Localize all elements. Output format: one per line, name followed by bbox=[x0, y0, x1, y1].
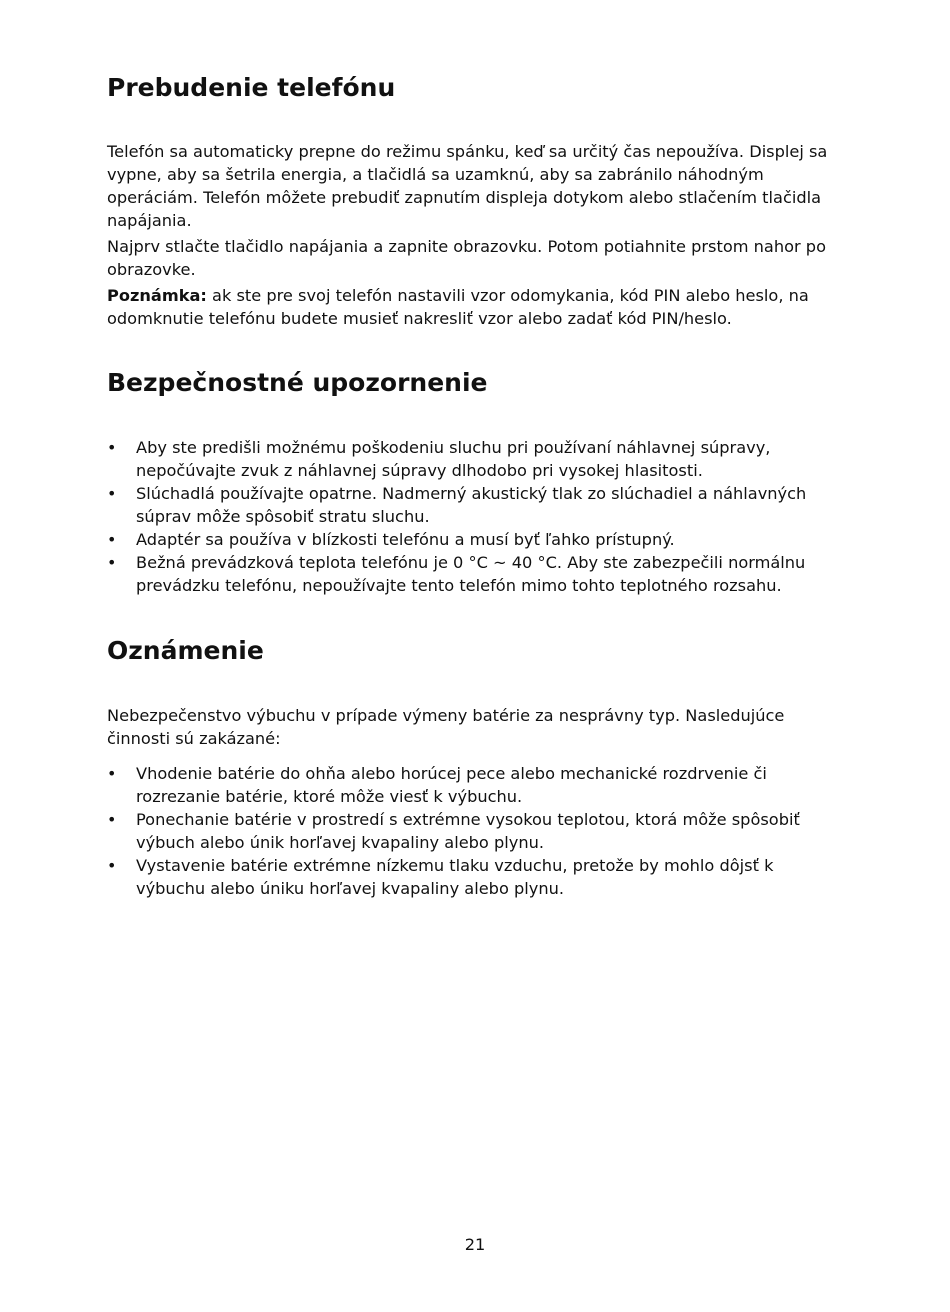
paragraph-note bbox=[107, 284, 832, 330]
list-item bbox=[107, 436, 832, 482]
note-text: ak ste pre svoj telefón nastavili vzor odomykania, kód PIN alebo heslo, na odomknutie telefónu budete musieť nakresliť vzor alebo zadať kód PIN/heslo. bbox=[107, 286, 809, 328]
bullet-icon: • bbox=[107, 530, 117, 549]
list-item bbox=[107, 808, 832, 854]
paragraph-wake-instructions: Najprv stlačte tlačidlo napájania a zapnite obrazovku. Potom potiahnite prstom nahor po obrazovke. bbox=[107, 237, 826, 279]
list-item-text: Adaptér sa používa v blízkosti telefónu a musí byť ľahko prístupný. bbox=[136, 530, 675, 549]
list-item-text: Bežná prevádzková teplota telefónu je 0 °C ~ 40 °C. Aby ste zabezpečili normálnu prevádzku telefónu, nepoužívajte tento telefón mimo tohto teplotného rozsahu. bbox=[136, 553, 806, 595]
bullet-icon: • bbox=[107, 484, 117, 503]
list-item-text: Aby ste predišli možnému poškodeniu sluchu pri používaní náhlavnej súpravy, nepočúvajte zvuk z náhlavnej súpravy dlhodobo pri vysokej hlasitosti. bbox=[136, 438, 771, 480]
bullet-icon: • bbox=[107, 553, 117, 572]
bullet-icon: • bbox=[107, 764, 117, 783]
list-item-text: Vystavenie batérie extrémne nízkemu tlaku vzduchu, pretože by mohlo dôjsť k výbuchu alebo úniku horľavej kvapaliny alebo plynu. bbox=[136, 856, 774, 898]
prohibited-actions-list bbox=[107, 762, 832, 900]
list-item-text: Slúchadlá používajte opatrne. Nadmerný akustický tlak zo slúchadiel a náhlavných súprav môže spôsobiť stratu sluchu. bbox=[136, 484, 807, 526]
page-number: 21 bbox=[464, 1235, 486, 1254]
paragraph-explosion-danger: Nebezpečenstvo výbuchu v prípade výmeny batérie za nesprávny typ. Nasledujúce činnosti sú zakázané: bbox=[107, 706, 785, 748]
note-label: Poznámka: bbox=[107, 286, 207, 305]
list-item bbox=[107, 762, 832, 808]
bullet-icon: • bbox=[107, 856, 117, 875]
section-heading-notice: Oznámenie bbox=[107, 636, 264, 665]
section-heading-safety-warning: Bezpečnostné upozornenie bbox=[107, 368, 488, 397]
bullet-icon: • bbox=[107, 810, 117, 829]
bullet-icon: • bbox=[107, 438, 117, 457]
list-item bbox=[107, 551, 832, 597]
list-item-text: Vhodenie batérie do ohňa alebo horúcej pece alebo mechanické rozdrvenie či rozrezanie batérie, ktoré môže viesť k výbuchu. bbox=[136, 764, 767, 806]
section-heading-wake-phone: Prebudenie telefónu bbox=[107, 73, 396, 102]
paragraph-sleep-mode: Telefón sa automaticky prepne do režimu spánku, keď sa určitý čas nepoužíva. Displej sa vypne, aby sa šetrila energia, a tlačidlá sa uzamknú, aby sa zabránilo náhodným operáciám. Telefón môžete prebudiť zapnutím displeja dotykom alebo stlačením tlačidla napájania. bbox=[107, 142, 828, 230]
list-item-text: Ponechanie batérie v prostredí s extrémne vysokou teplotou, ktorá môže spôsobiť výbuch alebo únik horľavej kvapaliny alebo plynu. bbox=[136, 810, 800, 852]
safety-list bbox=[107, 436, 832, 597]
page-content bbox=[107, 72, 832, 900]
list-item bbox=[107, 482, 832, 528]
list-item bbox=[107, 528, 832, 551]
list-item bbox=[107, 854, 832, 900]
